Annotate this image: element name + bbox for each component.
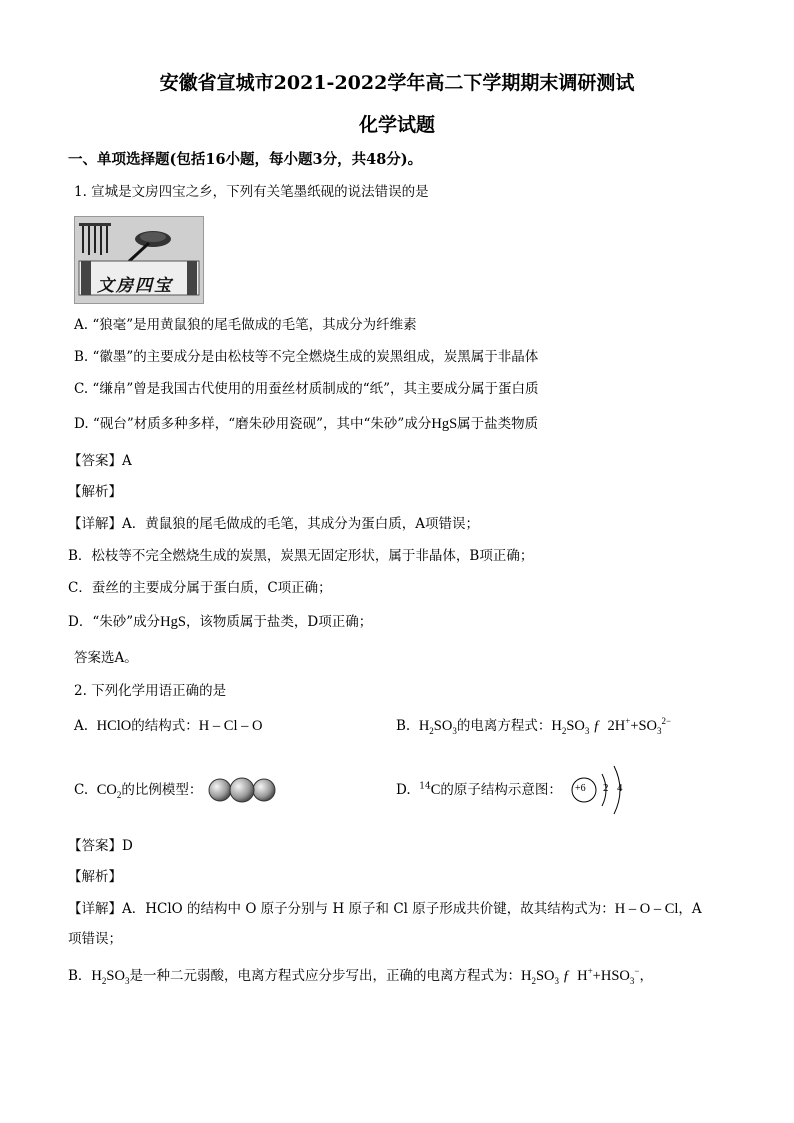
q2-option-d-text: 的原子结构示意图：	[440, 782, 562, 798]
q2-option-b-text: 的电离方程式：	[456, 718, 552, 734]
page-title: 安徽省宣城市2021-2022学年高二下学期期末调研测试	[159, 72, 635, 94]
q1-detail-d-text: D．“朱砂”成分	[68, 614, 161, 630]
h2so3-formula: $H_2SO_3$	[418, 718, 457, 736]
h2so3-formula: $H_2SO_3$	[91, 968, 130, 986]
section-heading: 一、单项选择题(包括16小题，每小题3分，共48分)。	[68, 151, 423, 168]
eq-right: 2H	[607, 718, 626, 734]
q2-detail-a	[68, 899, 702, 919]
q1-detail-d	[68, 612, 372, 632]
q1-detail-a: 【详解】A．黄鼠狼的尾毛做成的毛笔，其成分为蛋白质，A项错误；	[68, 516, 479, 532]
q1-illustration	[74, 216, 204, 304]
q1-option-d-end: 属于盐类物质	[457, 416, 539, 432]
answer-value: D	[122, 838, 133, 854]
answer-value: A	[122, 453, 132, 469]
page-subtitle: 化学试题	[358, 114, 435, 136]
q1-option-a: A. “狼毫”是用黄鼠狼的尾毛做成的毛笔，其成分为纤维素	[74, 317, 417, 333]
q2-detail-a-end: ，A	[678, 901, 702, 917]
q1-option-d	[74, 414, 538, 434]
ionization-eq: $H_2SO_3$ ƒ $2H^++SO_3^{2-}$	[551, 716, 672, 736]
element-symbol: C	[430, 782, 441, 798]
q1-option-c: C. “缣帛”曾是我国古代使用的用蚕丝材质制成的“纸”，其主要成分属于蛋白质	[74, 381, 539, 397]
q2-option-c	[74, 780, 202, 800]
image-caption: 文房四宝	[97, 276, 173, 296]
atom-structure-diagram	[566, 762, 636, 818]
hclo-formula: HClO	[96, 718, 132, 734]
shell-1-count: 2	[603, 782, 609, 794]
q2-option-a-text: 的结构式：	[131, 718, 199, 734]
q1-detail-b: B．松枝等不完全燃烧生成的炭黑，炭黑无固定形状，属于非晶体，B项正确；	[68, 548, 534, 564]
option-letter: C.	[74, 782, 89, 798]
q2-detail-a-text: 【详解】A．HClO 的结构中 O 原子分别与 H 原子和 Cl 原子形成共价键，故其结构式为：	[68, 901, 615, 917]
hgs-formula: HgS	[160, 614, 186, 630]
option-letter: B.	[396, 718, 411, 734]
q1-detail-d-end: ，该物质属于盐类，D项正确；	[185, 614, 373, 630]
mass-number: 14	[419, 781, 431, 792]
option-letter: D.	[396, 782, 411, 798]
q2-detail-b-text: 是一种二元弱酸，电离方程式应分步写出，正确的电离方程式为：	[129, 968, 521, 984]
hgs-formula: HgS	[431, 416, 458, 432]
hocl-struct: H – O – Cl	[614, 901, 679, 917]
co2-space-filling-model	[208, 776, 278, 804]
q1-option-b: B. “徽墨”的主要成分是由松枝等不完全燃烧生成的炭黑组成，炭黑属于非晶体	[74, 349, 539, 365]
q2-option-a	[74, 716, 262, 736]
q1-detail-c: C．蚕丝的主要成分属于蛋白质，C项正确；	[68, 580, 332, 596]
q1-analysis-tag: 【解析】	[68, 484, 122, 500]
co2-formula: $CO_2$	[96, 782, 122, 800]
q2-detail-b-letter: B．	[68, 968, 92, 984]
q2-analysis-tag: 【解析】	[68, 869, 122, 885]
eq-symbol: ƒ	[562, 968, 570, 984]
q2-stem: 2. 下列化学用语正确的是	[74, 683, 227, 699]
nucleus-charge: +6	[575, 783, 586, 794]
answer-tag: 【答案】	[68, 838, 122, 854]
q2-option-b	[396, 716, 671, 736]
q1-option-d-text: D. “砚台”材质多种多样，“磨朱砂用瓷砚”，其中“朱砂”成分	[74, 416, 432, 432]
q1-stem: 1. 宣城是文房四宝之乡，下列有关笔墨纸砚的说法错误的是	[74, 184, 429, 200]
q1-answer	[68, 451, 132, 471]
q1-conclusion: 答案选A。	[74, 650, 138, 666]
answer-tag: 【答案】	[68, 453, 122, 469]
q2-detail-b	[68, 966, 653, 986]
q2-detail-a-cont: 项错误；	[68, 931, 122, 947]
stepwise-eq: $H_2SO_3$ ƒ $H^++HSO_3^-$	[520, 966, 640, 986]
option-letter: A.	[74, 718, 89, 734]
q2-option-d	[396, 780, 562, 800]
q2-option-c-text: 的比例模型：	[121, 782, 203, 798]
q2-answer	[68, 836, 133, 856]
q2-detail-b-end: ，	[639, 968, 653, 984]
hclo-struct: H – Cl – O	[198, 718, 263, 734]
eq-symbol: ƒ	[593, 718, 601, 734]
shell-2-count: 4	[617, 782, 623, 794]
